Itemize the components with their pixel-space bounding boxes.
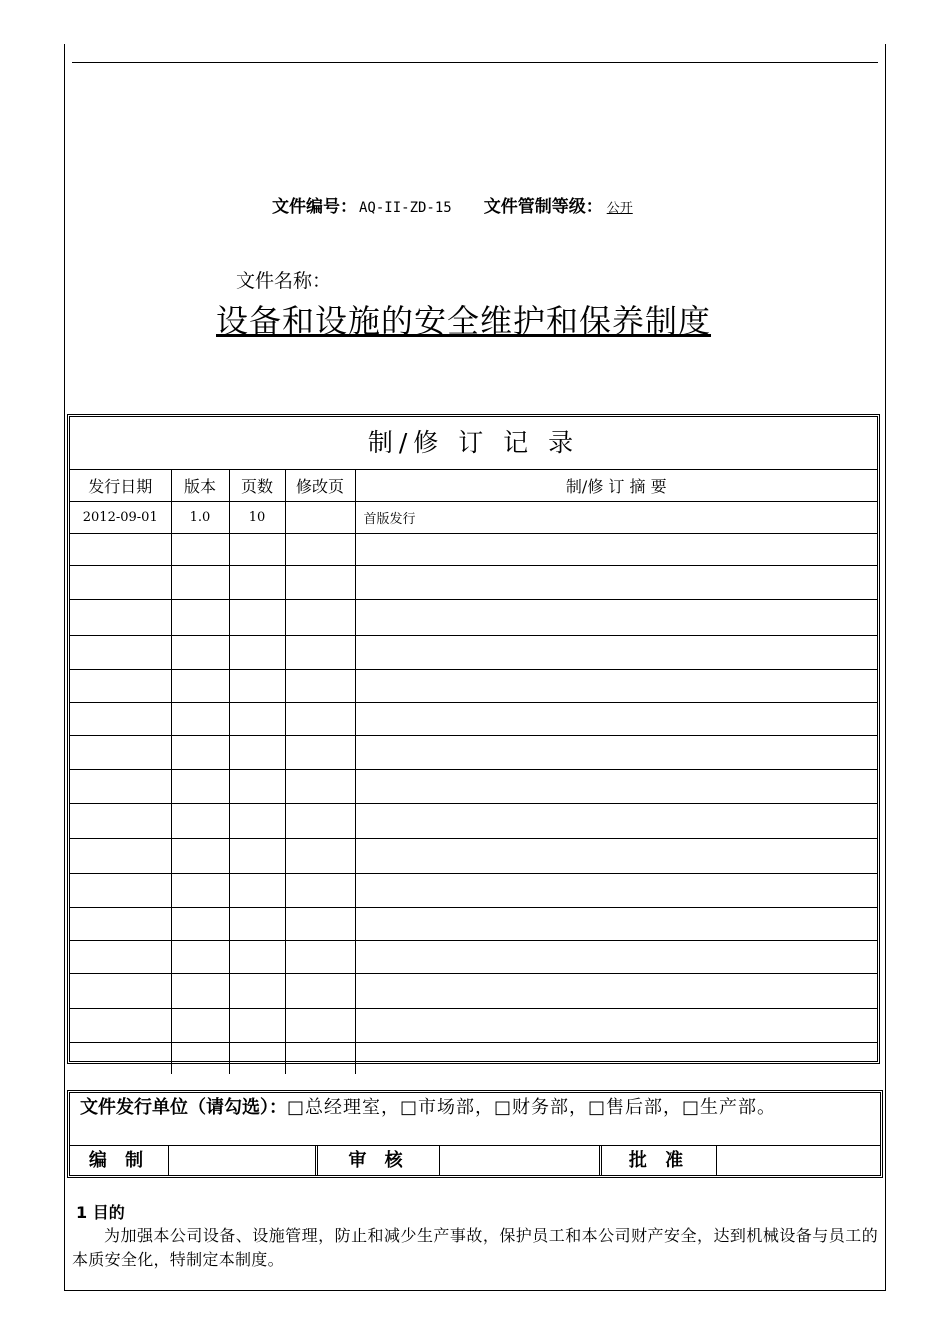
cell-summary — [355, 534, 877, 566]
review-label: 审 核 — [315, 1146, 439, 1176]
cell-pages — [229, 1009, 285, 1043]
table-row — [70, 941, 877, 974]
cell-summary — [355, 600, 877, 636]
col-header-modified-pages: 修改页 — [285, 470, 355, 502]
distribution-line — [80, 1097, 875, 1119]
cell-summary — [355, 974, 877, 1009]
cell-summary — [355, 770, 877, 804]
section-body: 为加强本公司设备、设施管理，防止和减少生产事故，保护员工和本公司财产安全，达到机械设备与员工的本质安全化，特制定本制度。 — [72, 1226, 878, 1269]
cell-version — [171, 908, 229, 941]
cell-modified-pages — [285, 703, 355, 736]
cell-summary — [355, 839, 877, 874]
cell-summary — [355, 941, 877, 974]
table-row — [70, 534, 877, 566]
cell-date — [70, 566, 171, 600]
cell-version — [171, 1009, 229, 1043]
cell-summary — [355, 908, 877, 941]
cell-date — [70, 670, 171, 703]
table-row — [70, 874, 877, 908]
cell-modified-pages — [285, 804, 355, 839]
cell-pages — [229, 839, 285, 874]
cell-date: 2012-09-01 — [70, 502, 171, 534]
cell-date — [70, 534, 171, 566]
doc-no-label: 文件编号： — [272, 197, 357, 217]
cell-modified-pages — [285, 874, 355, 908]
cell-pages — [229, 670, 285, 703]
cell-version — [171, 874, 229, 908]
table-row — [70, 636, 877, 670]
cell-modified-pages — [285, 770, 355, 804]
cell-pages — [229, 566, 285, 600]
cell-summary — [355, 566, 877, 600]
cell-date — [70, 839, 171, 874]
cell-version — [171, 703, 229, 736]
revision-record-title: 制/修 订 记 录 — [70, 417, 877, 470]
cell-version — [171, 534, 229, 566]
cell-pages — [229, 770, 285, 804]
section-title: 1 目的 — [76, 1203, 125, 1222]
distribution-box — [67, 1090, 883, 1178]
cell-pages — [229, 703, 285, 736]
cell-summary — [355, 874, 877, 908]
signoff-row — [70, 1145, 880, 1176]
doc-meta-line — [272, 192, 633, 217]
review-field[interactable] — [439, 1146, 599, 1176]
table-row — [70, 736, 877, 770]
cell-date — [70, 770, 171, 804]
revision-header-row — [70, 470, 877, 502]
cell-version — [171, 566, 229, 600]
control-level-value: 公开 — [606, 201, 633, 216]
table-row — [70, 600, 877, 636]
cell-modified-pages — [285, 636, 355, 670]
cell-date — [70, 974, 171, 1009]
prepare-field[interactable] — [168, 1146, 315, 1176]
cell-modified-pages — [285, 839, 355, 874]
table-row — [70, 770, 877, 804]
revision-table — [70, 470, 877, 1074]
cell-date — [70, 804, 171, 839]
cell-pages — [229, 908, 285, 941]
cell-summary — [355, 1043, 877, 1075]
table-row — [70, 566, 877, 600]
approve-label: 批 准 — [599, 1146, 716, 1176]
cell-pages — [229, 941, 285, 974]
table-row — [70, 670, 877, 703]
cell-date — [70, 1043, 171, 1075]
cell-version — [171, 670, 229, 703]
table-row — [70, 804, 877, 839]
cell-summary: 首版发行 — [355, 502, 877, 534]
doc-no-value: AQ-II-ZD-15 — [359, 200, 452, 216]
table-row — [70, 1043, 877, 1075]
top-rule — [72, 62, 878, 63]
cell-pages — [229, 736, 285, 770]
table-row — [70, 502, 877, 534]
cell-modified-pages — [285, 1043, 355, 1075]
cell-pages — [229, 636, 285, 670]
cell-version — [171, 839, 229, 874]
cell-pages — [229, 874, 285, 908]
cell-version — [171, 636, 229, 670]
doc-title: 设备和设施的安全维护和保养制度 — [216, 302, 712, 340]
cell-version — [171, 974, 229, 1009]
cell-summary — [355, 1009, 877, 1043]
cell-modified-pages — [285, 670, 355, 703]
col-header-pages: 页数 — [229, 470, 285, 502]
cell-pages: 10 — [229, 502, 285, 534]
cell-date — [70, 908, 171, 941]
cell-date — [70, 600, 171, 636]
cell-date — [70, 941, 171, 974]
cell-summary — [355, 703, 877, 736]
cell-modified-pages — [285, 908, 355, 941]
cell-date — [70, 703, 171, 736]
col-header-date: 发行日期 — [70, 470, 171, 502]
table-row — [70, 908, 877, 941]
cell-date — [70, 736, 171, 770]
col-header-version: 版本 — [171, 470, 229, 502]
cell-version: 1.0 — [171, 502, 229, 534]
cell-pages — [229, 534, 285, 566]
approve-field[interactable] — [716, 1146, 880, 1176]
cell-modified-pages — [285, 1009, 355, 1043]
distribution-options[interactable]: □总经理室，□市场部，□财务部，□售后部，□生产部。 — [287, 1097, 777, 1118]
cell-version — [171, 941, 229, 974]
cell-version — [171, 1043, 229, 1075]
cell-pages — [229, 1043, 285, 1075]
table-row — [70, 703, 877, 736]
doc-name-label: 文件名称： — [236, 270, 332, 292]
cell-version — [171, 600, 229, 636]
cell-modified-pages — [285, 736, 355, 770]
table-row — [70, 1009, 877, 1043]
table-row — [70, 839, 877, 874]
cell-version — [171, 736, 229, 770]
cell-pages — [229, 600, 285, 636]
cell-summary — [355, 670, 877, 703]
cell-version — [171, 770, 229, 804]
cell-modified-pages — [285, 566, 355, 600]
control-level-label: 文件管制等级： — [483, 197, 603, 217]
cell-summary — [355, 804, 877, 839]
cell-modified-pages — [285, 502, 355, 534]
cell-modified-pages — [285, 974, 355, 1009]
col-header-summary: 制/修 订 摘 要 — [355, 470, 877, 502]
distribution-label: 文件发行单位（请勾选）： — [80, 1097, 287, 1118]
prepare-label: 编 制 — [88, 1150, 150, 1171]
table-row — [70, 974, 877, 1009]
cell-summary — [355, 736, 877, 770]
cell-date — [70, 874, 171, 908]
cell-modified-pages — [285, 534, 355, 566]
cell-date — [70, 636, 171, 670]
cell-modified-pages — [285, 941, 355, 974]
cell-summary — [355, 636, 877, 670]
cell-modified-pages — [285, 600, 355, 636]
cell-pages — [229, 974, 285, 1009]
cell-version — [171, 804, 229, 839]
cell-pages — [229, 804, 285, 839]
cell-date — [70, 1009, 171, 1043]
revision-record — [67, 414, 880, 1064]
